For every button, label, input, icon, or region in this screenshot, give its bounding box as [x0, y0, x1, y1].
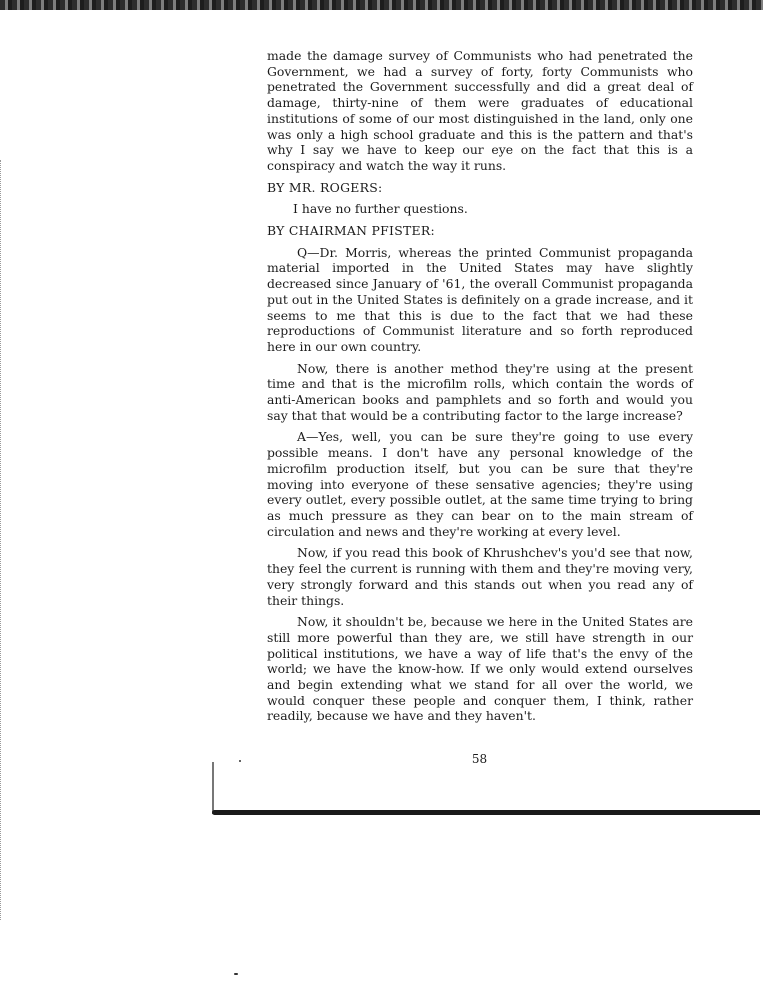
scan-binding-line: [212, 802, 762, 818]
binding-hook-mark: [212, 762, 214, 814]
heading-by-mr-rogers: BY MR. ROGERS:: [267, 179, 383, 195]
document-page-text: [267, 48, 693, 724]
scan-speck: [239, 760, 241, 762]
paragraph-answer: A—Yes, well, you can be sure they're going to use every possible means. I don't have any personal knowledge of the microfilm production itself, but you can be sure that they're moving into everyone of these sensative agencies; they're using every outlet, every possible outlet, at the same time trying to bring as much pressure as they can bear on to the main stream of circulation and news and they're working at every level.: [267, 429, 693, 539]
scan-speck: [234, 973, 238, 975]
paragraph-testimony-continued: made the damage survey of Communists who had penetrated the Government, we had a survey of forty, forty Communists who penetrated the Government successfully and did a great deal of damage, thirty-nine of them were graduates of educational institutions of some of our most distinguished in the land, only one was only a high school graduate and this is the pattern and that's why I say we have to keep our eye on the fact that this is a conspiracy and watch the way it runs.: [267, 48, 693, 173]
paragraph-no-further-questions: I have no further questions.: [293, 201, 468, 217]
page-number: 58: [471, 752, 488, 766]
binding-bar: [212, 810, 760, 815]
heading-by-chairman-pfister: BY CHAIRMAN PFISTER:: [267, 223, 436, 239]
scan-left-edge: [0, 160, 2, 920]
paragraph-united-states: Now, it shouldn't be, because we here in the United States are still more powerful than they are, we still have strength in our political institutions, we have a way of life that's the envy of the world; we have the know-how. If we only would extend ourselves and begin extending what we stand for all over the world, we would conquer these people and conquer them, I think, rather readily, because we have and they haven't.: [267, 614, 693, 724]
scan-top-edge: [0, 0, 763, 10]
paragraph-khrushchev: Now, if you read this book of Khrushchev's you'd see that now, they feel the current is running with them and they're moving very, very strongly forward and this stands out when you read any of their things.: [267, 545, 693, 608]
paragraph-question: Q—Dr. Morris, whereas the printed Communist propaganda material imported in the United States may have slightly decreased since January of '61, the overall Communist propaganda put out in the United States is definitely on a grade increase, and it seems to me that this is due to the fact that we had these reproductions of Communist literature and so forth reproduced here in our own country.: [267, 244, 693, 354]
paragraph-microfilm: Now, there is another method they're using at the present time and that is the microfilm rolls, which contain the words of anti-American books and pamphlets and so forth and would you say that that would be a contributing factor to the large increase?: [267, 360, 693, 423]
